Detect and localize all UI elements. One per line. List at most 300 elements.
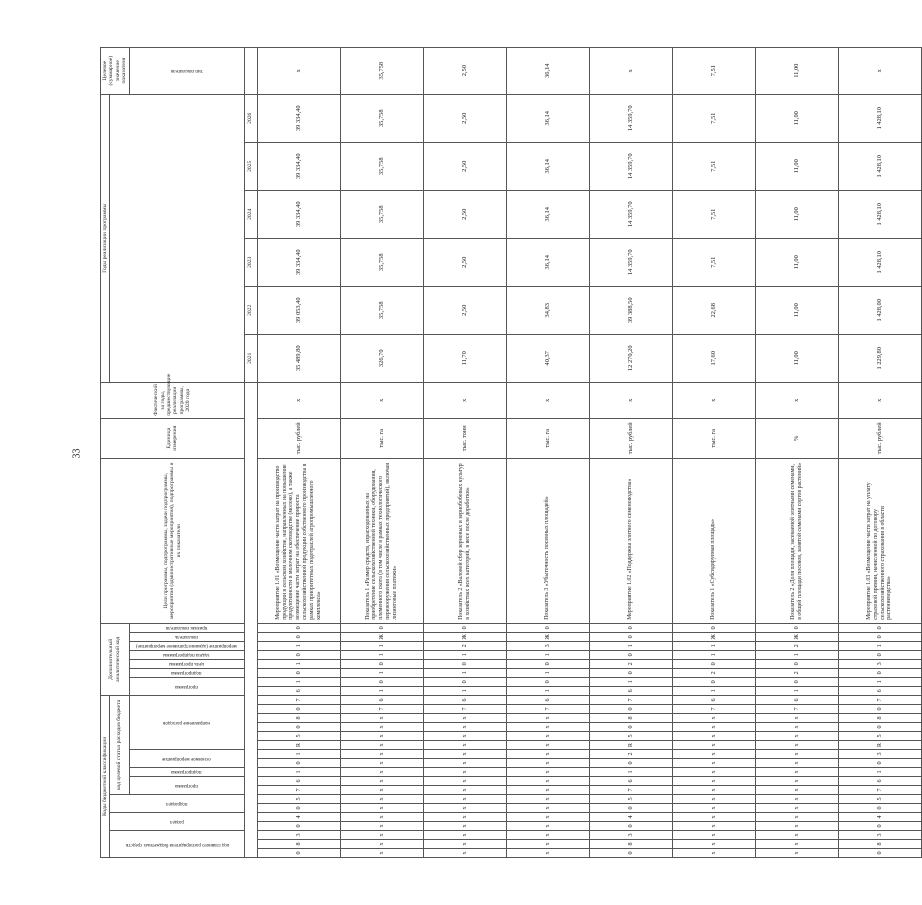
code-digit: 1 [257,768,340,777]
year-label-cells [110,94,244,382]
analytic-sub-3: задача подпрограммы [129,650,244,659]
code-digit: х [423,777,506,786]
code-digit: 0 [755,623,838,632]
code-digit: 2 [589,750,672,759]
code-digit: 5 [838,795,921,804]
row-year-value: 2,50 [423,286,506,334]
code-digit: х [506,741,589,750]
code-digit: х [423,714,506,723]
row-target: 2,50 [423,47,506,94]
code-digit: х [340,786,423,795]
code-digit: 4 [838,813,921,822]
code-digit: 7 [423,705,506,714]
code-digit: х [672,714,755,723]
row-year-value: 14 359,70 [589,94,672,142]
row-unit: тыс. тонн [423,418,506,458]
code-digit: 0 [257,705,340,714]
code-digit: х [423,786,506,795]
analytic-sub-2: цель программы [129,659,244,668]
code-digit: 0 [589,650,672,659]
row-year-value: 11,00 [755,334,838,382]
page-number: 33 [71,448,83,459]
code-digit: 0 [672,677,755,686]
row-name: Показатель 1 «Размер средств, израсходованных на приобретение сельскохозяйственной техники, оборудования, племенного скота (в том числе в рамках технологического перевооружения сельскохозяйственных предприятий), включая лизинговые платежи» [340,458,423,623]
code-digit: 2 [589,659,672,668]
code-digit: 1 [755,650,838,659]
row-name: Показатель 2 «Валовой сбор зерновых и зернобобовых культур в хозяйствах всех категорий, в весе после доработки» [423,458,506,623]
analytic-sub-0: программа [129,677,244,695]
code-digit: х [340,732,423,741]
code-digit: 1 [506,686,589,695]
code-digit: х [755,714,838,723]
row-unit: тыс. рублей [838,418,921,458]
code-digit: 0 [506,623,589,632]
code-digit: 0 [589,822,672,831]
code-digit: 1 [257,750,340,759]
row-base: х [838,382,921,418]
code-digit: R [589,741,672,750]
table-row [257,47,340,857]
code-digit: 0 [340,677,423,686]
code-digit: 7 [838,695,921,704]
code-digit: 5 [257,795,340,804]
code-digit: 0 [257,849,340,858]
code-digit: 6 [257,777,340,786]
row-year-value: 39 388,50 [589,286,672,334]
budget-sub-4: подпрограмма [129,768,244,777]
row-year-value: 1 428,10 [838,190,921,238]
row-name: Мероприятие 1.01 «Возмещение части затрат на производство продукции в сельском хозяйстве, направленных на повышение продуктивности в молочном скотоводстве (молоко), а также возмещение части затрат на обеспечение прироста сельскохозяйственной продукции собственного производства в рамках приоритетных подотраслей агропромышленного комплекса» [257,458,340,623]
row-year-value: 36,14 [506,94,589,142]
code-digit: х [506,750,589,759]
code-digit: х [340,831,423,840]
code-digit: 0 [838,650,921,659]
year-2026: 2026 [244,94,257,142]
code-digit: 0 [838,623,921,632]
code-digit: 6 [423,695,506,704]
code-digit: 5 [589,732,672,741]
row-year-value: 2,50 [423,238,506,286]
unit-header: Единица измерения [101,418,245,458]
code-digit: 0 [257,632,340,641]
code-digit: 0 [589,723,672,732]
code-digit: 1 [423,650,506,659]
code-digit: х [506,840,589,849]
row-target: 7,51 [672,47,755,94]
code-digit: 6 [340,695,423,704]
code-digit: 6 [257,686,340,695]
code-digit: х [755,750,838,759]
code-digit: 3 [838,831,921,840]
code-digit: 1 [257,641,340,650]
row-year-value: 35,758 [340,190,423,238]
row-year-value: 11,00 [755,94,838,142]
row-base: х [257,382,340,418]
budget-sub-5: основное мероприятие [129,750,244,768]
code-digit: 7 [672,705,755,714]
code-digit: 3 [506,641,589,650]
row-year-value: 7,51 [672,94,755,142]
code-digit: 0 [755,677,838,686]
code-digit: х [340,840,423,849]
row-target: х [838,47,921,94]
code-digit: 0 [257,623,340,632]
code-digit: х [672,804,755,813]
code-digit: х [672,831,755,840]
row-unit: тыс. рублей [589,418,672,458]
code-digit: х [340,750,423,759]
code-digit: 1 [506,668,589,677]
row-year-value: 326,70 [340,334,423,382]
row-year-value: 12 270,20 [589,334,672,382]
row-unit: тыс. га [672,418,755,458]
table-body [257,47,921,857]
code-digit: х [755,849,838,858]
code-digit: х [423,795,506,804]
code-digit: х [506,714,589,723]
row-year-value: 11,00 [755,142,838,190]
table-row [589,47,672,857]
code-digit: 0 [340,659,423,668]
code-digit: Ж [672,632,755,641]
code-digit: х [672,750,755,759]
table-row [755,47,838,857]
row-year-value: 35,758 [340,238,423,286]
code-digit: 0 [672,659,755,668]
code-digit: х [672,822,755,831]
code-digit: 0 [257,759,340,768]
row-year-value: 11,70 [423,334,506,382]
code-digit: Ж [423,632,506,641]
code-digit: х [755,768,838,777]
code-digit: 8 [838,840,921,849]
row-year-value: 2,50 [423,142,506,190]
header-spacer [244,382,257,857]
row-year-value: 1 229,80 [838,334,921,382]
code-digit: х [755,804,838,813]
row-base: х [340,382,423,418]
budget-code-header: Коды бюджетной классификации [101,695,110,857]
code-digit: х [755,759,838,768]
row-year-value: 2,50 [423,190,506,238]
code-digit: 0 [838,804,921,813]
row-target: х [257,47,340,94]
analytic-sub-6: признак показателя [129,623,244,632]
row-base: х [672,382,755,418]
code-digit: 2 [755,641,838,650]
code-digit: х [755,831,838,840]
code-digit: 1 [838,641,921,650]
code-digit: 1 [672,650,755,659]
code-digit: х [672,723,755,732]
code-digit: 0 [838,723,921,732]
code-digit: х [340,759,423,768]
row-year-value: 36,14 [506,142,589,190]
code-digit: х [755,786,838,795]
row-base: х [423,382,506,418]
row-year-value: 11,00 [755,190,838,238]
code-digit: х [423,822,506,831]
code-digit: 5 [257,732,340,741]
row-year-value: 36,14 [506,238,589,286]
code-digit: х [506,777,589,786]
row-base: х [589,382,672,418]
row-year-value: 34,83 [506,286,589,334]
target-header: Целевое (суммарное) значение показателя [101,47,130,94]
program-table [100,47,922,858]
code-digit: 0 [838,705,921,714]
code-digit: х [506,813,589,822]
row-year-value: 1 428,10 [838,94,921,142]
code-digit: х [506,759,589,768]
row-unit: % [755,418,838,458]
code-digit: 0 [838,822,921,831]
code-digit: 4 [257,813,340,822]
year-2025: 2025 [244,142,257,190]
row-name: Мероприятие 1.03 «Возмещение части затрат на уплату страховой премии, начисленной по договору сельскохозяйственного страхования в области растениеводства» [838,458,921,623]
budget-sub-0: код главного распорядителя бюджетных средств [110,831,244,858]
row-year-value: 17,60 [672,334,755,382]
code-digit: 8 [257,840,340,849]
code-digit: 1 [838,677,921,686]
code-digit: х [423,813,506,822]
code-digit: 2 [672,668,755,677]
row-year-value: 1 428,10 [838,142,921,190]
code-digit: 8 [838,714,921,723]
code-digit: х [755,723,838,732]
code-digit: 0 [838,849,921,858]
code-digit: 7 [257,786,340,795]
row-target: 36,14 [506,47,589,94]
year-2023: 2023 [244,238,257,286]
code-digit: 4 [589,813,672,822]
code-digit: х [423,804,506,813]
code-digit: 0 [589,632,672,641]
code-digit: 0 [589,623,672,632]
code-digit: х [672,786,755,795]
row-target: 11,00 [755,47,838,94]
sub-code-header: код целевой статьи расходов бюджета [110,695,129,794]
code-digit: 0 [589,804,672,813]
code-digit: 0 [257,668,340,677]
code-digit: х [506,804,589,813]
row-base: х [755,382,838,418]
code-digit: 1 [838,768,921,777]
code-digit: х [672,777,755,786]
code-digit: х [506,822,589,831]
code-digit: 7 [340,705,423,714]
table-row [506,47,589,857]
code-digit: х [672,795,755,804]
code-digit: R [257,741,340,750]
code-digit: 6 [672,695,755,704]
code-digit: х [340,777,423,786]
code-digit: 0 [838,632,921,641]
code-digit: х [340,723,423,732]
row-unit: тыс. рублей [257,418,340,458]
budget-sub-1: раздел [110,813,244,831]
row-base: х [506,382,589,418]
code-digit: х [423,750,506,759]
code-digit: 0 [672,623,755,632]
row-year-value: 11,00 [755,238,838,286]
code-digit: 8 [589,840,672,849]
code-digit: 0 [257,723,340,732]
code-digit: х [340,822,423,831]
code-digit: х [340,813,423,822]
code-digit: х [672,813,755,822]
row-year-value: 14 359,70 [589,190,672,238]
code-digit: х [340,795,423,804]
code-digit: х [672,732,755,741]
code-digit: х [423,741,506,750]
code-digit: 7 [838,786,921,795]
code-digit: 3 [838,659,921,668]
code-digit: х [340,804,423,813]
code-digit: х [340,714,423,723]
code-digit: 0 [506,677,589,686]
code-digit: 0 [838,668,921,677]
code-digit: 1 [340,686,423,695]
code-digit: 0 [340,623,423,632]
row-year-value: 7,51 [672,190,755,238]
code-digit: х [340,768,423,777]
code-digit: 1 [672,686,755,695]
row-year-value: 40,37 [506,334,589,382]
code-digit: 1 [340,650,423,659]
code-digit: 1 [257,659,340,668]
row-year-value: 2,50 [423,94,506,142]
row-year-value: 36,14 [506,190,589,238]
code-digit: х [506,768,589,777]
code-digit: 5 [589,795,672,804]
code-digit: х [340,849,423,858]
code-digit: х [755,795,838,804]
code-digit: 8 [589,714,672,723]
code-digit: 0 [423,623,506,632]
code-digit: х [672,759,755,768]
code-digit: х [755,840,838,849]
row-year-value: 39 334,40 [257,142,340,190]
code-digit: 1 [672,641,755,650]
code-digit: 0 [589,759,672,768]
row-name: Мероприятие 1.02 «Поддержка элитного семеноводства» [589,458,672,623]
code-digit: 0 [423,677,506,686]
code-digit: 1 [589,768,672,777]
code-digit: 6 [838,686,921,695]
code-digit: х [423,732,506,741]
code-digit: 5 [838,732,921,741]
code-digit: 7 [589,695,672,704]
row-year-value: 1 428,00 [838,286,921,334]
row-year-value: 39 334,40 [257,190,340,238]
analytic-sub-4: мероприятие (административное мероприятие) [129,641,244,650]
table-row [423,47,506,857]
code-digit: 1 [589,641,672,650]
code-digit: Ж [506,632,589,641]
code-digit: х [423,849,506,858]
code-digit: 1 [589,677,672,686]
row-year-value: 39 334,40 [257,238,340,286]
code-digit: 3 [838,750,921,759]
code-digit: 0 [257,804,340,813]
code-digit: 6 [838,777,921,786]
code-digit: 0 [423,659,506,668]
analytic-sub-1: подпрограмма [129,668,244,677]
code-digit: 6 [589,686,672,695]
row-year-value: 7,51 [672,142,755,190]
code-digit: х [506,732,589,741]
analytic-sub-7: тип показателя [129,47,244,94]
year-2022: 2022 [244,286,257,334]
code-digit: х [755,732,838,741]
code-digit: 6 [589,777,672,786]
code-digit: х [423,831,506,840]
code-digit: 0 [589,849,672,858]
row-unit: тыс. га [340,418,423,458]
row-year-value: 11,00 [755,286,838,334]
row-name: Показатель 3 «Убыточность посевных площадей» [506,458,589,623]
row-name: Показатель 1 «Субсидируемая площадь» [672,458,755,623]
name-header: Цели программы, подпрограммы, задачи подпрограммы, мероприятия (административные мероприятия), подпрограммы и их показатели [101,458,245,623]
budget-sub-3: программа [129,777,244,795]
row-year-value: 14 359,70 [589,238,672,286]
row-year-value: 7,51 [672,238,755,286]
code-digit: х [423,759,506,768]
code-digit: 7 [755,705,838,714]
code-digit: 3 [589,831,672,840]
row-year-value: 39 053,40 [257,286,340,334]
row-year-value: 35,758 [340,94,423,142]
row-year-value: 35,758 [340,286,423,334]
code-digit: Ж [755,632,838,641]
code-digit: х [423,723,506,732]
code-digit: 2 [755,668,838,677]
table-row [672,47,755,857]
code-digit: 3 [257,831,340,840]
code-digit: 1 [423,668,506,677]
row-unit: тыс. га [506,418,589,458]
code-digit: 0 [589,705,672,714]
code-digit: х [755,741,838,750]
code-digit: 1 [257,677,340,686]
row-year-value: 22,68 [672,286,755,334]
code-digit: х [423,768,506,777]
budget-sub-2: подраздел [110,795,244,813]
table-row [838,47,921,857]
table-row [340,47,423,857]
analytic-code-header: Дополнительный аналитический код [101,623,130,695]
code-digit: 0 [589,668,672,677]
year-2021: 2021 [244,334,257,382]
row-year-value: 39 334,40 [257,94,340,142]
code-digit: 1 [340,641,423,650]
code-digit: 0 [755,659,838,668]
code-digit: х [423,840,506,849]
code-digit: 6 [506,695,589,704]
base-header: Фактический за годы, предшествующие реализации программы, 2020 года [101,382,245,418]
code-digit: х [506,849,589,858]
row-year-value: 35,758 [340,142,423,190]
code-digit: 0 [838,759,921,768]
code-digit: 0 [257,650,340,659]
analytic-sub-5: показатель [129,632,244,641]
code-digit: х [506,786,589,795]
code-digit: 1 [755,686,838,695]
code-digit: R [838,741,921,750]
row-year-value: 1 428,10 [838,238,921,286]
code-digit: х [672,849,755,858]
